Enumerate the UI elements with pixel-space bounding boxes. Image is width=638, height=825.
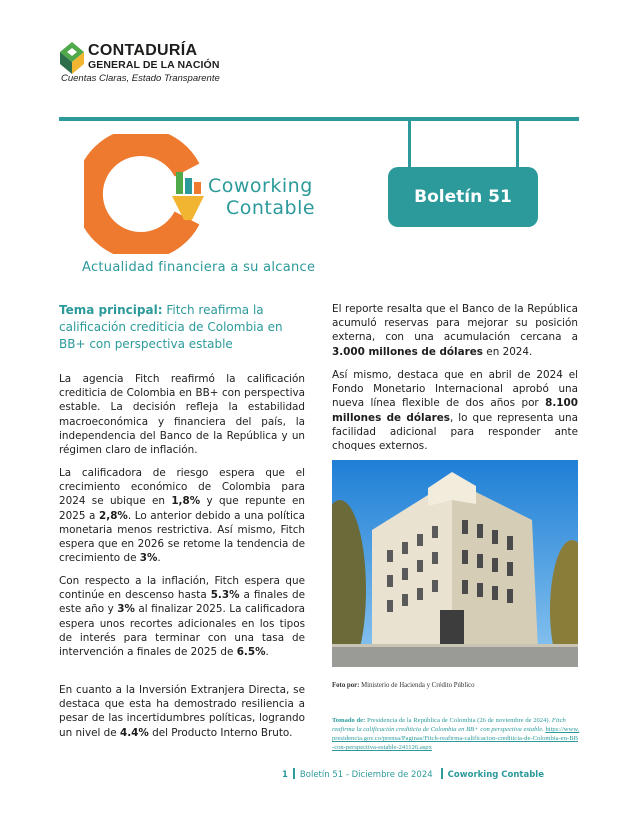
- main-topic: [59, 302, 305, 353]
- paragraph-1: [59, 372, 305, 457]
- paragraph-1-text: La agencia Fitch reafirmó la calificación crediticia de Colombia en BB+ con perspectiva estable. La decisión refleja la estabilidad macroeconómica y financiera del país, la independencia del Banco de la República y un régimen claro de inflación.: [59, 373, 305, 457]
- page-number: 1: [282, 770, 288, 780]
- brand-tagline: Actualidad financiera a su alcance: [82, 260, 316, 275]
- header-divider: [59, 117, 579, 121]
- paragraph-5: El reporte resalta que el Banco de la República acumuló reservas para mejorar su posición externa, con una acumulación cercana a 3.000 millones de dólares en 2024.: [332, 303, 578, 358]
- source-link[interactable]: https://www.presidencia.gov.co/prensa/Paginas/Fitch-reafirma-calificacion-crediticia-de-Colombia-en-BB-con-perspectiva-estable-241126.aspx: [332, 726, 580, 751]
- paragraph-3: Con respecto a la inflación, Fitch espera que continúe en descenso hasta 5.3% a finales de este año y 3% al finalizar 2025. La calificadora espera unos recortes adicionales en los tipos de interés para terminar con una tasa de intervención a finales de 2025 de 6.5%.: [59, 575, 306, 659]
- photo-caption: [332, 682, 475, 689]
- paragraph-6: Así mismo, destaca que en abril de 2024 el Fondo Monetario Internacional aprobó una nueva línea flexible de dos años por 8.100 millones de dólares, lo que representa una facilidad adicional para responder ante choques externos.: [332, 369, 578, 453]
- main-topic-text: Fitch reafirma la calificación crediticia de Colombia en BB+ con perspectiva estable: [59, 303, 283, 351]
- footer-brand: Coworking Contable: [447, 770, 544, 780]
- coworking-c-logo-icon: [84, 134, 208, 254]
- page-footer: [282, 768, 544, 780]
- org-subname: GENERAL DE LA NACIÓN: [88, 59, 220, 71]
- photo-caption-label: Foto por:: [332, 682, 360, 689]
- source-label: Tomado de:: [332, 717, 366, 724]
- building-photo: [332, 460, 578, 667]
- source-text: Presidencia de la República de Colombia (26 de noviembre de 2024).: [366, 717, 551, 724]
- bulletin-badge: Boletín 51: [388, 167, 538, 227]
- badge-hanger-left: [408, 120, 411, 168]
- photo-caption-text: Ministerio de Hacienda y Crédito Público: [361, 682, 475, 689]
- footer-separator: [293, 768, 295, 779]
- paragraph-4: En cuanto a la Inversión Extranjera Directa, se destaca que esta ha demostrado resiliencia a pesar de las incertidumbres políticas, logrando un nivel de 4.4% del Producto Interno Bruto.: [59, 684, 305, 739]
- footer-edition: Boletín 51 - Diciembre de 2024: [299, 770, 433, 780]
- footer-separator: [441, 768, 443, 779]
- source-title: Fitch reafirma la calificación crediticia de Colombia en BB+ con perspectiva estable.: [332, 717, 566, 733]
- org-tagline: Cuentas Claras, Estado Transparente: [61, 73, 220, 84]
- source-credit: [332, 716, 580, 752]
- main-topic-label: Tema principal:: [59, 303, 163, 317]
- brand-name-line1: Coworking: [208, 175, 313, 197]
- paragraph-2: La calificadora de riesgo espera que el crecimiento económico de Colombia para 2024 se ubique en 1,8% y que repunte en 2025 a 2,8%. Lo anterior debido a una política monetaria menos restrictiva. Así mismo, Fitch espera que en 2026 se retome la tendencia de crecimiento de 3%.: [59, 467, 306, 565]
- brand-name-line2: Contable: [226, 197, 316, 219]
- badge-hanger-right: [516, 120, 519, 168]
- cgn-logo-icon: [58, 42, 86, 74]
- org-name: CONTADURÍA: [88, 42, 198, 59]
